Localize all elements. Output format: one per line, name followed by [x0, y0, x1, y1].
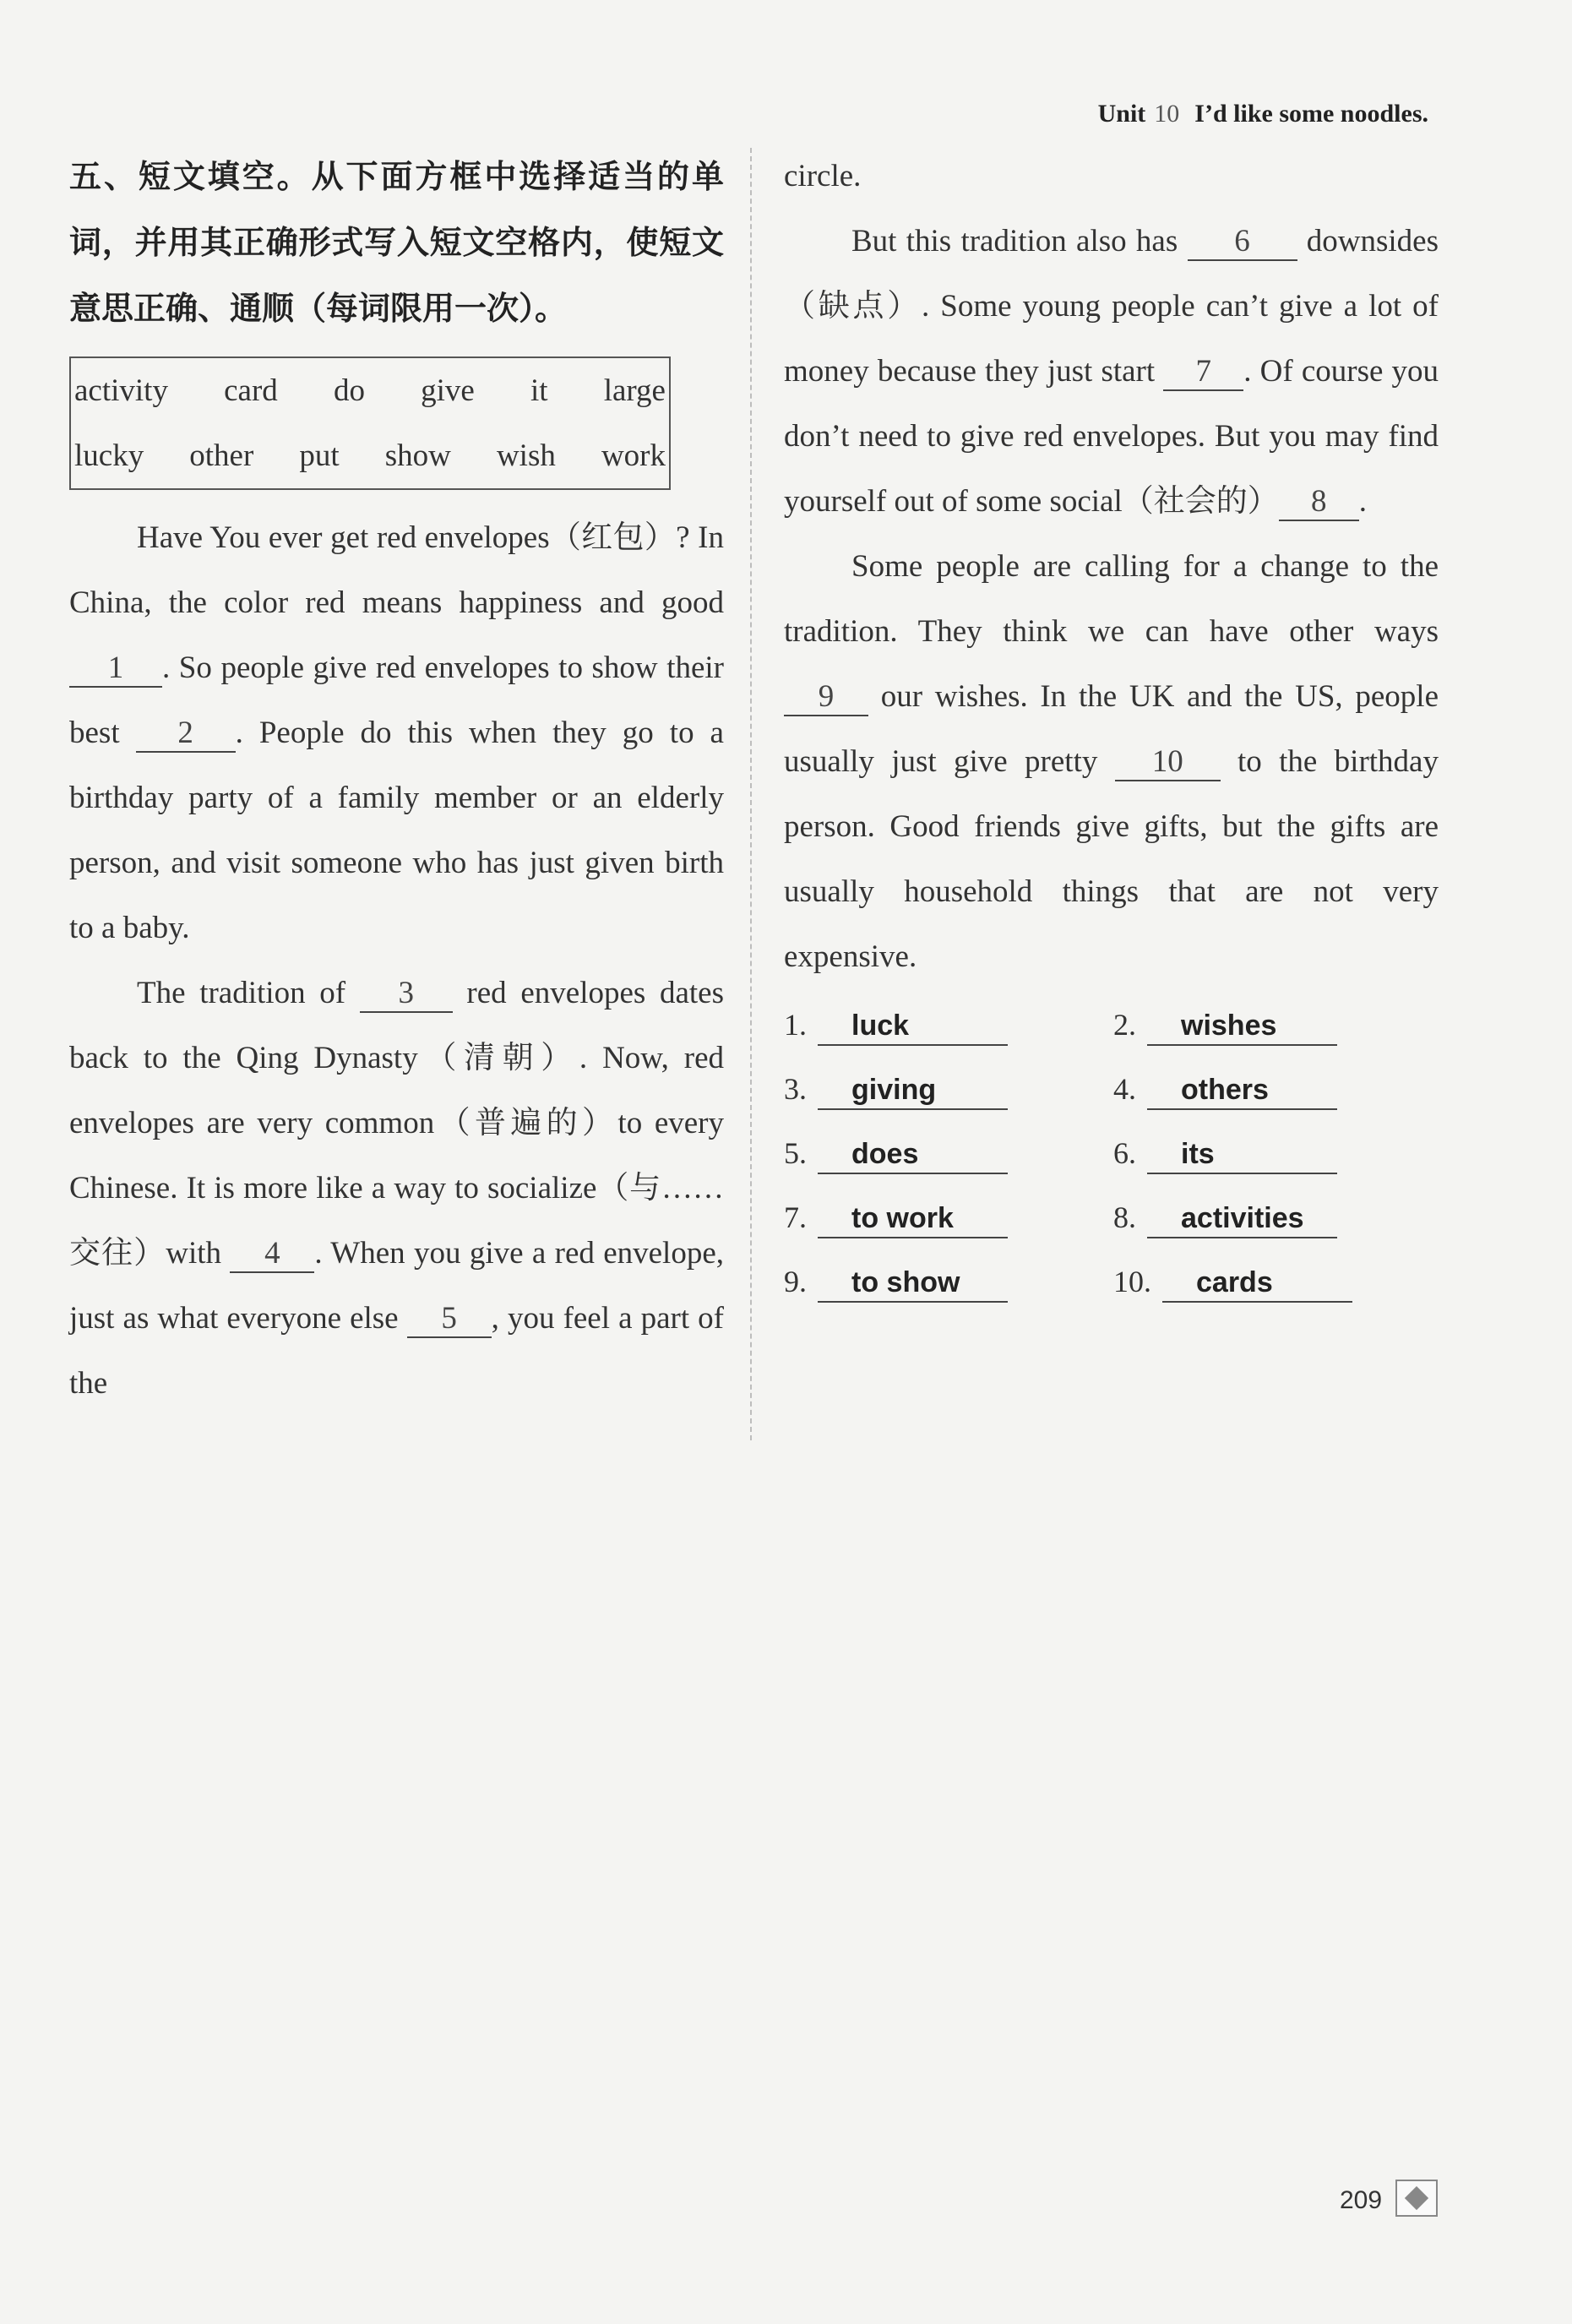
text-run: Have You ever get red envelopes（红包）? In China, the color red means happiness and good	[69, 520, 724, 620]
text-run: red envelopes dates back to the Qing Dynasty（清朝）. Now, red envelopes are very common（普遍的）to every Chinese. It is more like a way to socialize（与……交往）with	[69, 976, 724, 1271]
word: card	[224, 373, 278, 408]
word: wish	[496, 438, 556, 473]
word-row-1	[74, 358, 666, 423]
answer-item	[784, 1126, 1113, 1180]
word: put	[299, 438, 340, 473]
answer-value: cards	[1162, 1264, 1352, 1303]
answer-number: 2.	[1113, 1008, 1136, 1042]
answer-item	[784, 998, 1113, 1052]
answer-item	[784, 1190, 1113, 1244]
text-run: . So people give red envelopes to show their best	[69, 650, 724, 750]
text-run: , you feel a part of the	[69, 1301, 724, 1401]
text-run: our wishes. In the UK and the US, people usually just give pretty	[784, 679, 1439, 779]
page-number: 209	[1340, 2186, 1383, 2214]
blank-2: 2	[136, 716, 236, 753]
word: other	[189, 438, 254, 473]
answer-number: 8.	[1113, 1200, 1136, 1234]
text-run: The tradition of	[137, 976, 360, 1010]
section-title: 五、短文填空。从下面方框中选择适当的单词，并用其正确形式写入短文空格内，使短文意思正确、通顺（每词限用一次）。	[69, 158, 724, 327]
blank-4: 4	[230, 1237, 314, 1273]
text-run: . People do this when they go to a birthday party of a family member or an elderly person, and visit someone who has just given birth to a baby.	[69, 716, 724, 945]
text-run: . When you give a red envelope, just as what everyone else	[69, 1236, 725, 1336]
answer-item	[1113, 1190, 1443, 1244]
answer-number: 3.	[784, 1072, 807, 1106]
answer-item	[1113, 1062, 1443, 1116]
blank-8: 8	[1279, 485, 1359, 521]
answer-number: 6.	[1113, 1136, 1136, 1170]
blank-1: 1	[69, 651, 162, 688]
word: show	[384, 438, 451, 473]
answer-value: others	[1147, 1071, 1337, 1110]
answer-number: 1.	[784, 1008, 807, 1042]
answer-value: luck	[818, 1007, 1008, 1046]
text-run: But this tradition also has	[851, 224, 1188, 259]
unit-label: Unit	[1097, 100, 1146, 128]
answer-number: 10.	[1113, 1265, 1151, 1298]
text-run: Some people are calling for a change to the tradition. They think we can have other ways	[784, 549, 1439, 649]
right-column	[784, 144, 1439, 1309]
answer-value: activities	[1147, 1200, 1337, 1238]
blank-5: 5	[407, 1302, 492, 1338]
unit-title: I’d like some noodles.	[1194, 100, 1428, 128]
blank-7: 7	[1163, 355, 1243, 391]
answer-list	[784, 998, 1439, 1309]
paragraph-2	[69, 961, 724, 1416]
unit-number: 10	[1154, 100, 1180, 128]
diamond-icon	[1395, 2180, 1438, 2217]
word: do	[333, 373, 365, 408]
blank-10: 10	[1115, 745, 1221, 781]
word: work	[601, 438, 666, 473]
text-run: downsides（缺点）. Some young people can’t give a lot of money because they just start	[784, 224, 1439, 389]
word-row-2	[74, 423, 666, 488]
answer-value: to work	[818, 1200, 1008, 1238]
word: lucky	[74, 438, 144, 473]
word-box	[69, 356, 671, 490]
answer-value: its	[1147, 1135, 1337, 1174]
answer-number: 4.	[1113, 1072, 1136, 1106]
blank-6: 6	[1188, 225, 1297, 261]
blank-9: 9	[784, 680, 868, 716]
answer-item	[1113, 1255, 1443, 1309]
column-divider	[750, 148, 752, 1440]
answer-value: wishes	[1147, 1007, 1337, 1046]
paragraph-3	[784, 209, 1439, 534]
word: it	[530, 373, 548, 408]
left-column	[69, 144, 724, 1416]
text-run: . Of course you don’t need to give red envelopes. But you may find yourself out of some social（社会的）	[784, 354, 1439, 519]
answer-item	[784, 1062, 1113, 1116]
text-run: .	[1358, 484, 1367, 519]
answer-number: 7.	[784, 1200, 807, 1234]
answer-number: 9.	[784, 1265, 807, 1298]
paragraph-2-continued: circle.	[784, 159, 862, 193]
answer-value: to show	[818, 1264, 1008, 1303]
answer-item	[784, 1255, 1113, 1309]
word: large	[603, 373, 666, 408]
answer-number: 5.	[784, 1136, 807, 1170]
running-header	[1098, 100, 1428, 128]
diamond-shape	[1405, 2186, 1428, 2210]
paragraph-4	[784, 534, 1439, 989]
word: activity	[74, 373, 168, 408]
blank-3: 3	[360, 977, 453, 1013]
answer-value: does	[818, 1135, 1008, 1174]
answer-item	[1113, 1126, 1443, 1180]
paragraph-1	[69, 505, 724, 961]
text-run: to the birthday person. Good friends give gifts, but the gifts are usually household things that are not very expensive.	[784, 744, 1439, 974]
word: give	[421, 373, 475, 408]
answer-value: giving	[818, 1071, 1008, 1110]
answer-item	[1113, 998, 1443, 1052]
